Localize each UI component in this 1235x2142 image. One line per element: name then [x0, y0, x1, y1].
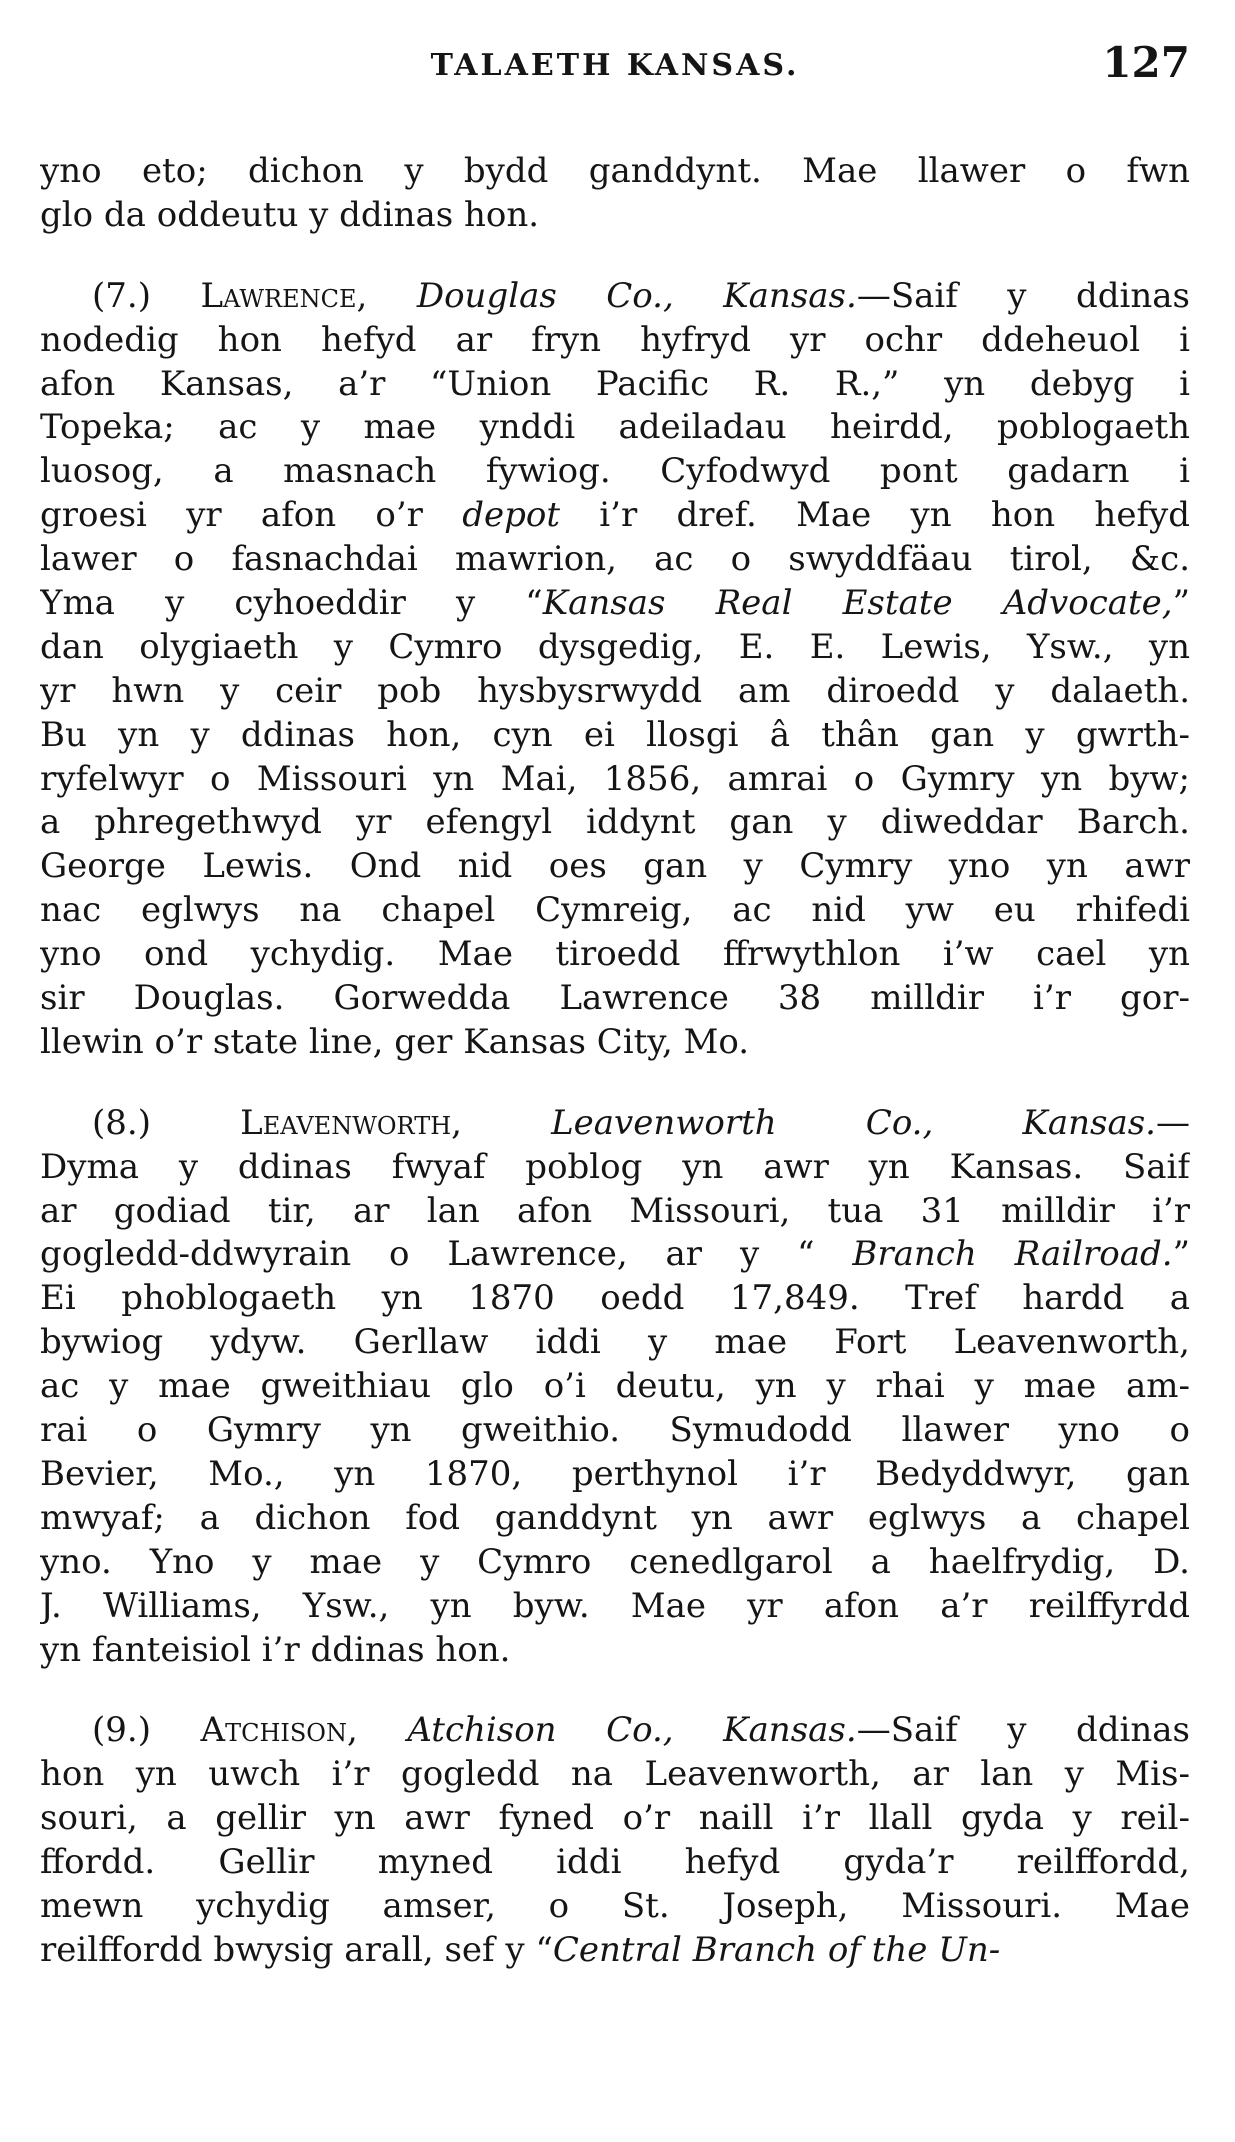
text-run: (8.) [92, 1102, 241, 1143]
text-line [40, 845, 1190, 889]
text-run: yno ond ychydig. Mae tiroedd ffrwythlon i’w cael yn [40, 934, 1190, 975]
text-line [40, 1629, 1190, 1673]
text-run: Yma y cyhoeddir y “ [40, 583, 543, 624]
text-line [40, 1841, 1190, 1885]
place-name: Leavenworth, [240, 1102, 462, 1143]
text-line [40, 1021, 1190, 1065]
text-run: ” [1172, 583, 1190, 624]
text-run: — [1155, 1102, 1190, 1143]
text-line [40, 1277, 1190, 1321]
text-run: J. Williams, Ysw., yn byw. Mae yr afon a’r reilffyrdd [40, 1585, 1190, 1626]
text-line [40, 450, 1190, 494]
paragraph [40, 1709, 1190, 1972]
text-run: bywiog ydyw. Gerllaw iddi y mae Fort Leavenworth, [40, 1322, 1190, 1363]
text-line [40, 1146, 1190, 1190]
italic-text: Atchison Co., Kansas. [407, 1710, 857, 1751]
text-run: mwyaf; a dichon fod ganddynt yn awr eglwys a chapel [40, 1497, 1190, 1538]
running-head: TALAETH KANSAS. [430, 48, 800, 83]
text-line [40, 494, 1190, 538]
text-line [40, 1409, 1190, 1453]
text-run: a phregethwyd yr efengyl iddynt gan y diweddar Barch. [40, 802, 1190, 843]
text-run: —Saif y ddinas [856, 1710, 1190, 1751]
text-line [40, 538, 1190, 582]
text-run: George Lewis. Ond nid oes gan y Cymry yno yn awr [40, 846, 1190, 887]
text-run: Topeka; ac y mae ynddi adeiladau heirdd, poblogaeth [40, 407, 1190, 448]
text-line [40, 801, 1190, 845]
text-run: (9.) [92, 1710, 201, 1751]
text-run [358, 1710, 408, 1750]
text-line [40, 1885, 1190, 1929]
text-line [40, 1453, 1190, 1497]
text-run: reilffordd bwysig arall, sef y “ [40, 1929, 553, 1970]
text-run: yno eto; dichon y bydd ganddynt. Mae llawer o fwn [40, 151, 1190, 191]
text-line [40, 1753, 1190, 1797]
page-header [40, 38, 1190, 98]
text-run: nodedig hon hefyd ar fryn hyfryd yr ochr ddeheuol i [40, 319, 1190, 360]
text-line [40, 1497, 1190, 1541]
text-run: hon yn uwch i’r gogledd na Leavenworth, ar lan y Mis- [40, 1754, 1190, 1795]
text-run: sir Douglas. Gorwedda Lawrence 38 milldir i’r gor- [40, 978, 1190, 1019]
italic-text: depot [462, 495, 561, 536]
paragraph [40, 1102, 1190, 1673]
page-number: 127 [1102, 38, 1190, 87]
text-run: luosog, a masnach fywiog. Cyfodwyd pont gadarn i [40, 451, 1190, 492]
text-line [40, 1190, 1190, 1234]
text-line [40, 714, 1190, 758]
text-run [367, 276, 416, 316]
text-line [40, 1321, 1190, 1365]
text-run: Dyma y ddinas fwyaf poblog yn awr yn Kansas. Saif [40, 1146, 1190, 1187]
text-line [40, 1709, 1190, 1753]
text-line [40, 933, 1190, 977]
text-run: ac y mae gweithiau glo o’i deutu, yn y rhai y mae am- [40, 1366, 1190, 1407]
italic-text: Kansas Real Estate Advocate, [542, 583, 1173, 624]
text-run: ryfelwyr o Missouri yn Mai, 1856, amrai o Gymry yn byw; [40, 758, 1190, 799]
paragraph [40, 275, 1190, 1065]
text-line [40, 275, 1190, 319]
text-line [40, 758, 1190, 802]
text-line [40, 319, 1190, 363]
text-line [40, 670, 1190, 714]
place-name: Lawrence, [200, 275, 368, 316]
text-run: ” [1172, 1234, 1190, 1275]
text-line [40, 194, 1190, 238]
text-run: yn fanteisiol i’r ddinas hon. [40, 1629, 511, 1670]
text-line [40, 582, 1190, 626]
text-line [40, 1585, 1190, 1629]
text-line [40, 889, 1190, 933]
text-line [40, 406, 1190, 450]
italic-text: Branch Railroad. [852, 1234, 1173, 1275]
italic-text: Douglas Co., Kansas. [416, 275, 857, 316]
text-run: mewn ychydig amser, o St. Joseph, Missouri. Mae [40, 1885, 1190, 1926]
text-line [40, 150, 1190, 194]
text-run: groesi yr afon o’r [40, 495, 463, 536]
text-run: i’r dref. Mae yn hon hefyd [560, 495, 1190, 536]
text-run: lawer o fasnachdai mawrion, ac o swyddfäau tirol, &c. [40, 539, 1190, 580]
text-run: (7.) [92, 275, 201, 316]
text-run: rai o Gymry yn gweithio. Symudodd llawer yno o [40, 1410, 1190, 1451]
text-run: dan olygiaeth y Cymro dysgedig, E. E. Lewis, Ysw., yn [40, 626, 1190, 667]
body-text [40, 150, 1190, 2010]
text-run [462, 1103, 551, 1143]
text-run: llewin o’r state line, ger Kansas City, Mo. [40, 1021, 750, 1062]
text-line [40, 1233, 1190, 1277]
text-line [40, 1929, 1190, 1973]
text-run: Ei phoblogaeth yn 1870 oedd 17,849. Tref hardd a [40, 1278, 1190, 1319]
text-run: souri, a gellir yn awr fyned o’r naill i’r llall gyda y reil- [40, 1798, 1190, 1839]
text-run: glo da oddeutu y ddinas hon. [40, 194, 540, 235]
text-line [40, 1541, 1190, 1585]
italic-text: Central Branch of the Un- [552, 1929, 1001, 1970]
text-run: gogledd-ddwyrain o Lawrence, ar y “ [40, 1234, 853, 1275]
text-run: yr hwn y ceir pob hysbysrwydd am diroedd y dalaeth. [40, 670, 1190, 711]
text-line [40, 1102, 1190, 1146]
text-line [40, 1365, 1190, 1409]
place-name: Atchison, [200, 1710, 358, 1751]
italic-text: Leavenworth Co., Kansas. [551, 1102, 1156, 1143]
text-run: nac eglwys na chapel Cymreig, ac nid yw eu rhifedi [40, 890, 1190, 931]
text-line [40, 626, 1190, 670]
text-run: yno. Yno y mae y Cymro cenedlgarol a haelfrydig, D. [40, 1541, 1190, 1582]
paragraph [40, 150, 1190, 238]
text-line [40, 363, 1190, 407]
text-line [40, 977, 1190, 1021]
text-run: Bu yn y ddinas hon, cyn ei llosgi â thân gan y gwrth- [40, 714, 1190, 755]
text-line [40, 1797, 1190, 1841]
text-run: —Saif y ddinas [856, 275, 1190, 316]
text-run: afon Kansas, a’r “Union Pacific R. R.,” yn debyg i [40, 363, 1190, 404]
text-run: ffordd. Gellir myned iddi hefyd gyda’r reilffordd, [40, 1842, 1190, 1883]
text-run: Bevier, Mo., yn 1870, perthynol i’r Bedyddwyr, gan [40, 1453, 1190, 1494]
text-run: ar godiad tir, ar lan afon Missouri, tua 31 milldir i’r [40, 1190, 1190, 1231]
